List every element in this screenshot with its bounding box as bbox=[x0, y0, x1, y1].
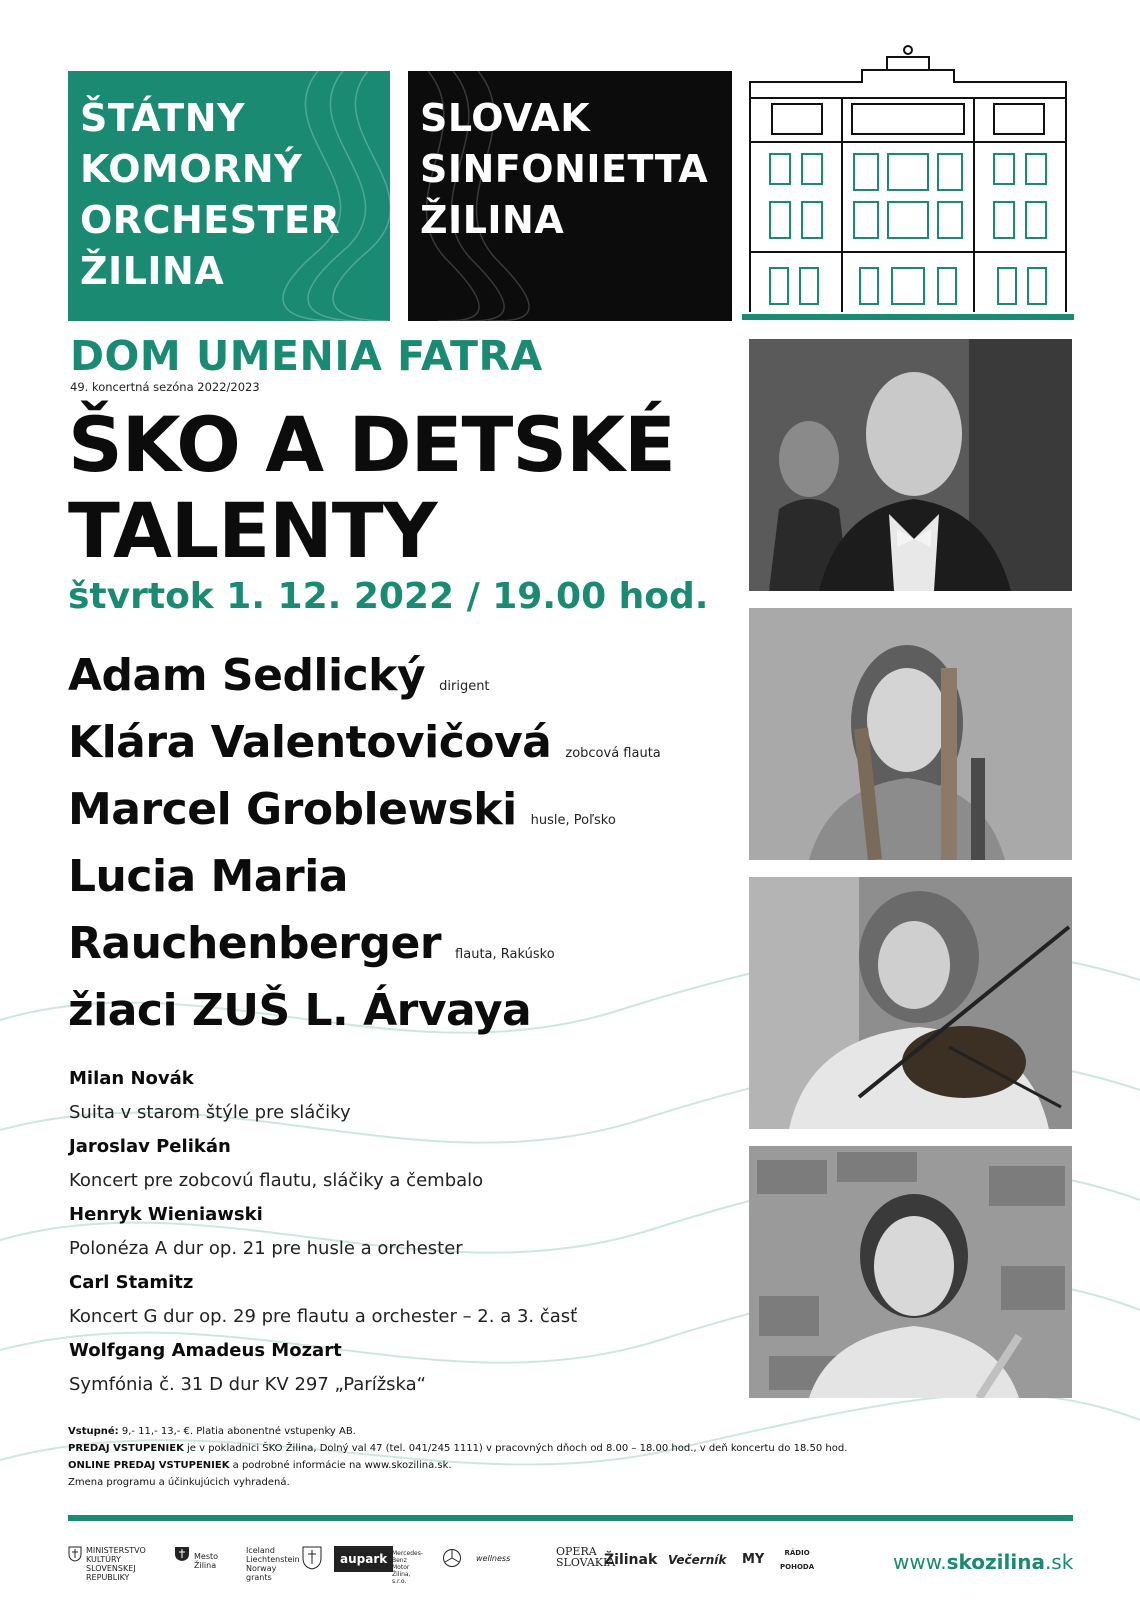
performer bbox=[68, 650, 490, 701]
performer bbox=[68, 985, 545, 1036]
ticket-info: Vstupné: 9,- 11,- 13,- €. Platia abonentné vstupenky AB. PREDAJ VSTUPENIEK je v pokladnici ŠKO Žilina, Dolný val 47 (tel. 041/245 1111) v pracovných dňoch od 8.00 – 18.00 hod., v deň koncertu do 18.50 hod. ONLINE PREDAJ VSTUPENIEK a podrobné informácie na www.skozilina.sk. Zmena programu a účinkujúcich vyhradená. bbox=[68, 1426, 848, 1488]
org-name-en-box bbox=[408, 71, 732, 321]
performer-name: Adam Sedlický bbox=[68, 650, 426, 701]
performer-role: flauta, Rakúsko bbox=[455, 947, 555, 962]
performer bbox=[68, 851, 362, 902]
concert-datetime: štvrtok 1. 12. 2022 / 19.00 hod. bbox=[68, 576, 709, 617]
program-work: Symfónia č. 31 D dur KV 297 „Parížska“ bbox=[69, 1374, 426, 1395]
program-work: Suita v starom štýle pre sláčiky bbox=[69, 1102, 351, 1123]
org-name-sk-box bbox=[68, 71, 390, 321]
program-composer: Henryk Wieniawski bbox=[69, 1204, 263, 1225]
sponsor-ministry: MINISTERSTVO KULTÚRY SLOVENSKEJ REPUBLIKY bbox=[86, 1546, 146, 1582]
program-work: Koncert pre zobcovú flautu, sláčiky a čembalo bbox=[69, 1170, 484, 1191]
concert-hall-building-icon bbox=[742, 42, 1074, 322]
ministry-crest-icon bbox=[68, 1546, 82, 1564]
venue-name: DOM UMENIA FATRA bbox=[70, 332, 543, 380]
sponsor-vecernik: Večerník bbox=[668, 1553, 727, 1567]
org-name-en: SLOVAK SINFONIETTA ŽILINA bbox=[420, 96, 709, 242]
sponsor-aupark: aupark bbox=[334, 1546, 393, 1572]
org-name-sk: ŠTÁTNY KOMORNÝ ORCHESTER ŽILINA bbox=[80, 96, 341, 293]
sponsor-wellness: wellness bbox=[476, 1554, 511, 1563]
performer-name: Marcel Groblewski bbox=[68, 784, 517, 835]
performer-name: Klára Valentovičová bbox=[68, 717, 552, 768]
performer bbox=[68, 717, 661, 768]
performer bbox=[68, 918, 555, 969]
performer bbox=[68, 784, 616, 835]
flute-soloist-photo bbox=[749, 608, 1072, 860]
sponsor-mercedes: Mercedes-Benz Motor Žilina, s.r.o. bbox=[392, 1550, 423, 1585]
performer-name: žiaci ZUŠ L. Árvaya bbox=[68, 985, 532, 1036]
sponsor-zilinak: Žilinak bbox=[604, 1552, 658, 1568]
sponsor-city: Mesto Žilina bbox=[194, 1552, 219, 1570]
program-composer: Jaroslav Pelikán bbox=[69, 1136, 231, 1157]
program-composer: Milan Novák bbox=[69, 1068, 194, 1089]
performer-role: zobcová flauta bbox=[565, 746, 661, 761]
website-link[interactable]: www.skozilina.sk bbox=[893, 1550, 1074, 1574]
performer-name: Rauchenberger bbox=[68, 918, 442, 969]
sponsor-my: MY bbox=[742, 1552, 765, 1567]
violin-soloist-photo bbox=[749, 877, 1072, 1129]
performer-role: dirigent bbox=[439, 679, 490, 694]
footer-divider bbox=[68, 1515, 1073, 1521]
sponsor-grants: Iceland Liechtenstein Norway grants bbox=[246, 1546, 300, 1582]
region-crest-icon bbox=[302, 1546, 322, 1572]
sponsor-radio-pohoda: RÁDIO POHODA bbox=[780, 1549, 815, 1571]
program-composer: Carl Stamitz bbox=[69, 1272, 194, 1293]
program-composer: Wolfgang Amadeus Mozart bbox=[69, 1340, 342, 1361]
program-work: Polonéza A dur op. 21 pre husle a orchester bbox=[69, 1238, 463, 1259]
mercedes-star-icon bbox=[442, 1548, 462, 1570]
season-label: 49. koncertná sezóna 2022/2023 bbox=[70, 380, 260, 394]
young-student-photo bbox=[749, 1146, 1072, 1398]
city-crest-icon bbox=[174, 1546, 190, 1564]
performer-role: husle, Poľsko bbox=[530, 813, 616, 828]
program-work: Koncert G dur op. 29 pre flautu a orchester – 2. a 3. časť bbox=[69, 1306, 578, 1327]
conductor-photo bbox=[749, 339, 1072, 591]
sponsor-opera: OPERA SLOVAKIA bbox=[556, 1545, 616, 1569]
concert-title: ŠKO A DETSKÉ TALENTY bbox=[68, 400, 675, 575]
performer-name: Lucia Maria bbox=[68, 851, 348, 902]
